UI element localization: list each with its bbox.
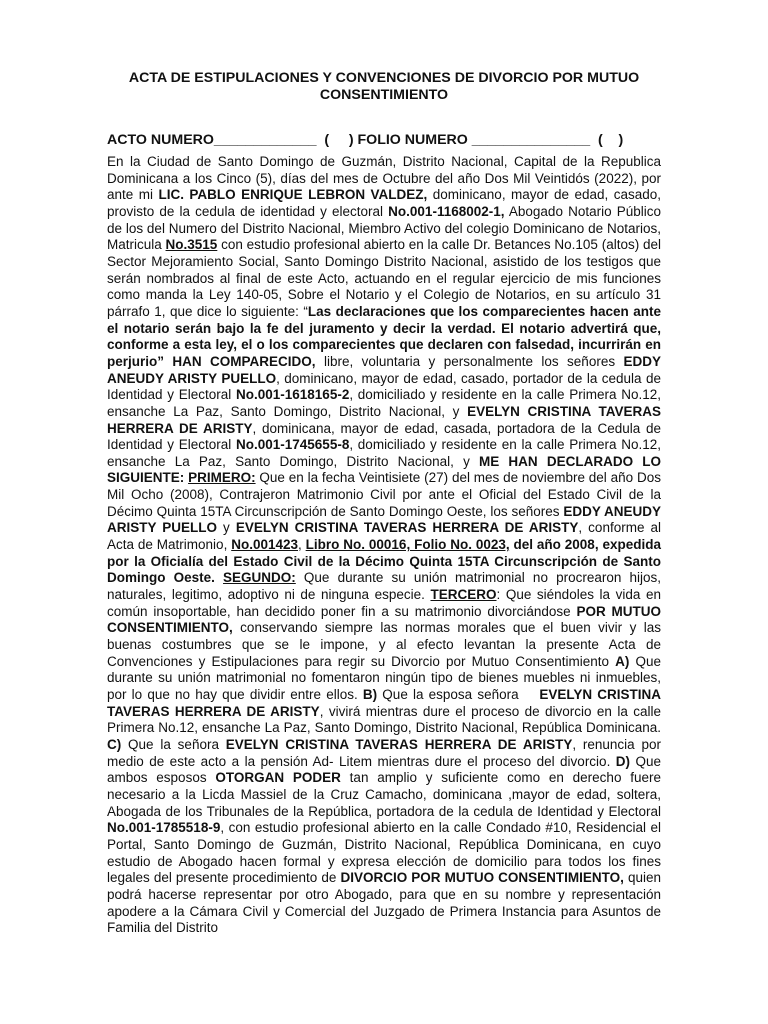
- text-segment: Que la esposa señora: [377, 687, 540, 702]
- text-segment: Que la señora: [121, 736, 226, 752]
- registry-office: del año 2008, expedida por la Oficialía del Estado Civil de la Décimo Quinta 15TA Circunscripción de Santo Domingo Oeste.: [107, 537, 661, 586]
- power-of-attorney: OTORGAN PODER: [215, 770, 341, 786]
- husband-id-number: No.001-1618165-2: [236, 387, 350, 403]
- spouse-name-husband: EDDY ANEUDY ARISTY PUELLO: [107, 503, 661, 536]
- text-segment: : Que siéndoles la vida en común insoportable, han decidido poner fin a su matrimonio divorciándose: [107, 587, 661, 619]
- text-segment: Que en la fecha Veintisiete (27) del mes de noviembre del año Dos Mil Ocho (2008), Contrajeron Matrimonio Civil por ante el Oficial del Estado Civil de la Décimo Quinta 15TA Circunscripción de Santo Domingo Oeste, los señores: [107, 470, 661, 519]
- notary-name: LIC. PABLO ENRIQUE LEBRON VALDEZ,: [158, 187, 428, 203]
- text-segment: con estudio profesional abierto en la calle Dr. Betances No.105 (altos) del Sector Mejoramiento Social, Santo Domingo Distrito Nacional, asistido de los testigos que serán nombrados al final de este Acto, actuando en el regular ejercicio de mis funciones como manda la Ley 140-05, Sobre el Notario y el Colegio de Notarios, en su artículo 31 párrafo 1, que dice lo siguiente: “: [107, 237, 661, 319]
- text-segment: Que durante su unión matrimonial no procrearon hijos, naturales, legitimo, adoptivo ni de ninguna especie.: [107, 570, 662, 603]
- text-segment: quien podrá hacerse representar por otro Abogado, para que en su nombre y representación apodere a la Cámara Civil y Comercial del Juzgado de Primera Instancia para Asuntos de Familia del Distrito: [107, 870, 661, 936]
- clause-segundo: SEGUNDO:: [223, 570, 296, 586]
- clause-b: B): [362, 687, 378, 702]
- lawyer-id-number: No.001-1785518-9: [107, 820, 221, 836]
- marriage-act-number: No.001423: [231, 537, 298, 553]
- text-segment: Que durante su unión matrimonial no fomentaron ningún tipo de bienes muebles ni inmuebles, por lo que no hay que dividir entre ellos.: [107, 653, 661, 702]
- spouse-name-wife: EVELYN CRISTINA TAVERAS HERRERA DE ARISTY: [107, 403, 661, 436]
- mutual-consent: POR MUTUO CONSENTIMIENTO,: [107, 603, 662, 636]
- title-line-2: CONSENTIMIENTO: [319, 87, 449, 103]
- document-title: [100, 70, 668, 104]
- text-segment: Que ambos esposos: [107, 753, 661, 786]
- text-segment: , con estudio profesional abierto en la calle Condado #10, Residencial el Portal, Santo Domingo de Guzmán, Distrito Nacional, República Dominicana, en cuyo estudio de Abogado hacen formal y expresa elección de domicilio para todos los fines legales del presente procedimiento de: [107, 820, 661, 886]
- spouse-name-wife: EVELYN CRISTINA TAVERAS HERRERA DE ARISTY: [235, 520, 579, 536]
- clause-tercero: TERCERO: [430, 587, 497, 603]
- spouse-name-husband: EDDY ANEUDY ARISTY PUELLO: [107, 353, 661, 386]
- text-segment: tan amplio y suficiente como en derecho fuere necesario a la Licda Massiel de la Cruz Camacho, dominicana ,mayor de edad, soltera, Abogada de los Tribunales de la República, portadora de la cedula de Identidad y Electoral: [107, 770, 661, 819]
- body-paragraph: [107, 154, 661, 937]
- title-line-1: ACTA DE ESTIPULACIONES Y CONVENCIONES DE DIVORCIO POR MUTUO: [128, 70, 640, 86]
- text-segment: libre, voluntaria y personalmente los señores: [315, 353, 624, 369]
- text-segment: dominicano, mayor de edad, casado, provisto de la cedula de identidad y electoral: [107, 187, 661, 219]
- text-segment: , domiciliado y residente en la calle Primera No.12, ensanche La Paz, Santo Domingo, Distrito Nacional, y: [107, 387, 661, 419]
- text-segment: ,: [298, 537, 306, 553]
- text-segment: , domiciliado y residente en la calle Primera No.12, ensanche La Paz, Santo Domingo, Distrito Nacional, y: [107, 437, 661, 469]
- spouse-name-wife: EVELYN CRISTINA TAVERAS HERRERA DE ARISTY: [107, 687, 662, 719]
- notary-matricula: No.3515: [165, 237, 218, 253]
- text-segment: , vivirá mientras dure el proceso de divorcio en la calle Primera No.12, ensanche La Paz, Santo Domingo, Distrito Nacional, República Dominicana.: [107, 703, 661, 736]
- marriage-book-folio: Libro No. 00016, Folio No. 0023,: [305, 537, 510, 553]
- text-segment: , conforme al Acta de Matrimonio,: [107, 520, 661, 553]
- wife-id-number: No.001-1745655-8: [236, 437, 350, 453]
- law-quote: Las declaraciones que los comparecientes hacen ante el notario serán bajo la fe del juramento y decir la verdad. El notario advertirá que, conforme a esta ley, el o los comparecientes que declaren con falsedad, incurrirán en perjurio” HAN COMPARECIDO,: [107, 303, 661, 369]
- notary-id-number: No.001-1168002-1,: [388, 203, 505, 219]
- text-segment: Abogado Notario Público de los del Numero del Distrito Nacional, Miembro Activo del colegio Dominicano de Notarios, Matricula: [107, 203, 661, 253]
- text-segment: y: [217, 520, 236, 536]
- divorce-mutual-consent: DIVORCIO POR MUTUO CONSENTIMIENTO,: [340, 870, 624, 886]
- acto-folio-line: ACTO NUMERO_____________ ( ) FOLIO NUMERO _______________ ( ): [107, 132, 624, 148]
- clause-a: A): [615, 653, 630, 669]
- text-segment: , renuncia por medio de este acto a la pensión Ad- Litem mientras dure el proceso del divorcio.: [107, 736, 661, 769]
- text-segment: En la Ciudad de Santo Domingo de Guzmán, Distrito Nacional, Capital de la Republica Dominicana a los Cinco (5), días del mes de Octubre del año Dos Mil Veintidós (2022), por ante mi: [107, 154, 661, 203]
- clause-d: D): [615, 753, 631, 769]
- spouse-name-wife: EVELYN CRISTINA TAVERAS HERRERA DE ARISTY: [225, 736, 573, 752]
- text-segment: , dominicano, mayor de edad, casado, portador de la cedula de Identidad y Electoral: [107, 370, 661, 403]
- declaration-heading: ME HAN DECLARADO LO SIGUIENTE:: [107, 453, 661, 486]
- clause-c: C): [107, 736, 122, 752]
- clause-primero: PRIMERO:: [188, 470, 256, 486]
- text-segment: conservando siempre las normas morales que el buen vivir y las buenas costumbres que se le impone, y al efecto levantan la presente Acta de Convenciones y Estipulaciones para regir su Divorcio por Mutuo Consentimiento: [107, 620, 661, 669]
- text-segment: , dominicana, mayor de edad, casada, portadora de la Cedula de Identidad y Electoral: [107, 420, 661, 453]
